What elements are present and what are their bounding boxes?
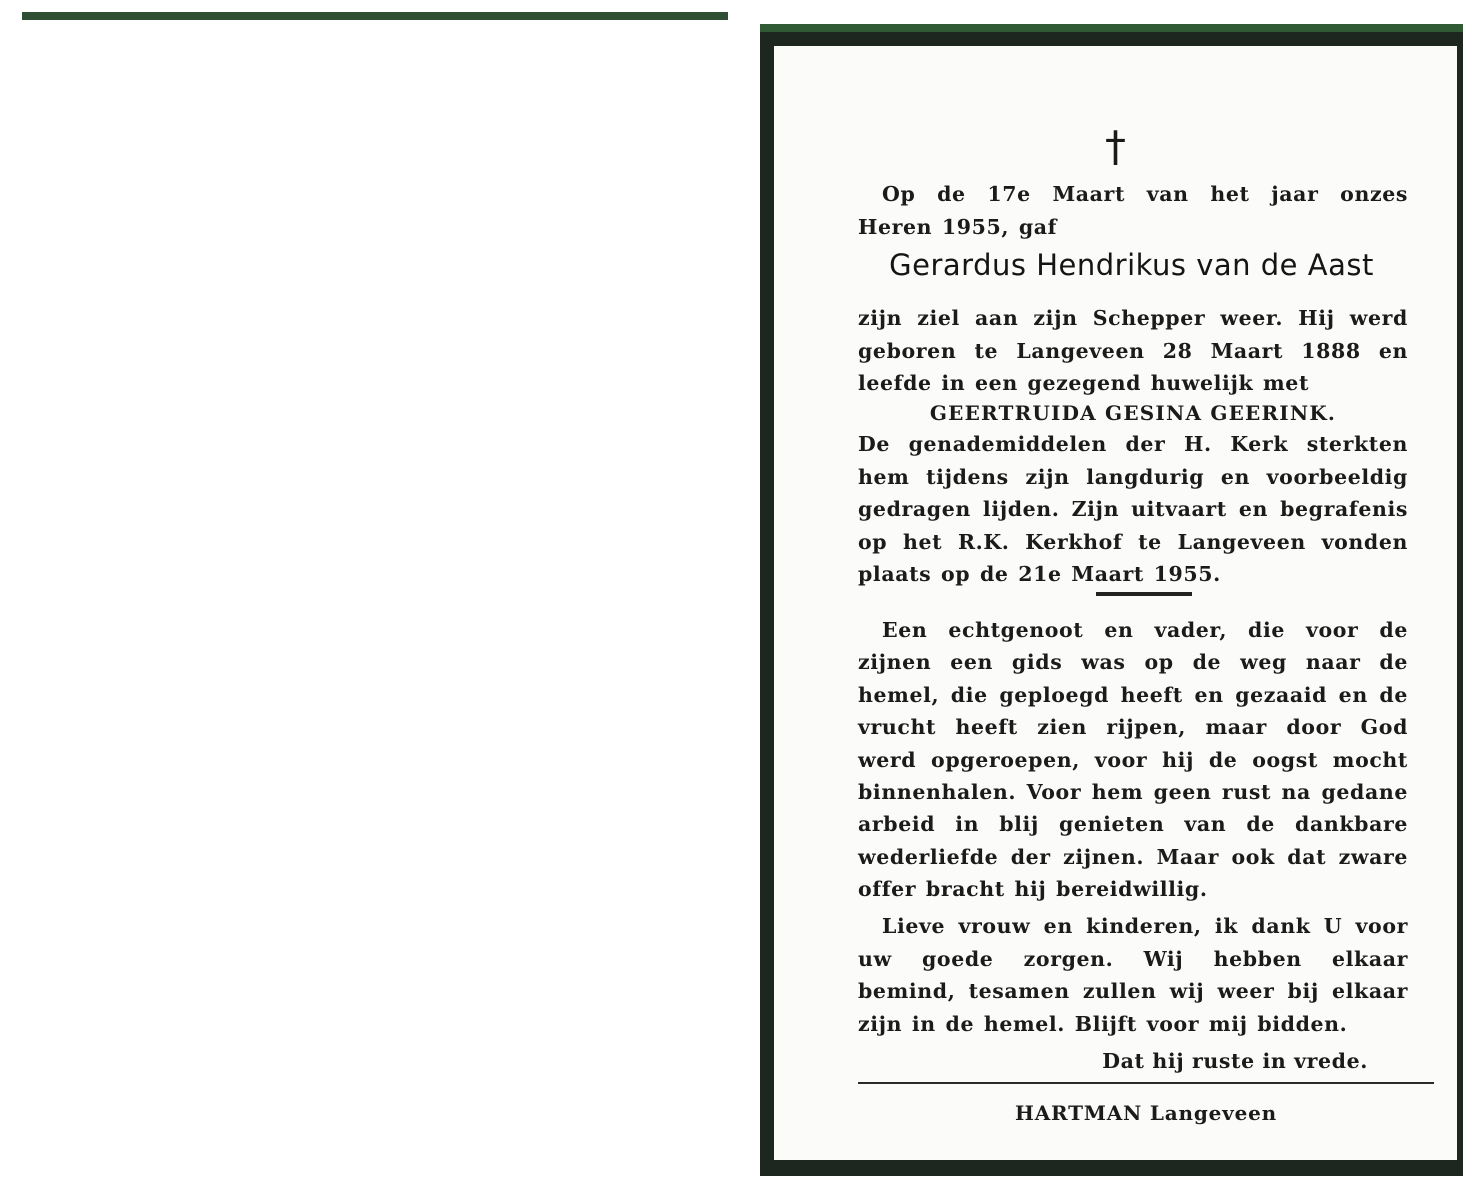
farewell-text: Lieve vrouw en kinderen, ik dank U voor uw goede zorgen. Wij hebben elkaar bemind, tesamen zullen wij weer bij elkaar zijn in de hemel. Blijft voor mij bidden. <box>858 914 1408 1036</box>
divider-long <box>858 1082 1434 1084</box>
opening-text: Op de 17e Maart van het jaar onzes Heren 1955, gaf <box>858 182 1408 239</box>
tribute-text: Een echtgenoot en vader, die voor de zijnen een gids was op de weg naar de hemel, die geploegd heeft en gezaaid en de vrucht heeft zien rijpen, maar door God werd opgeroepen, voor hij de oogst mocht binnenhalen. Voor hem geen rust na gedane arbeid in blij genieten van de dankbare wederliefde der zijnen. Maar ook dat zware offer bracht hij bereidwillig. <box>858 618 1408 902</box>
memorial-card-frame <box>760 24 1463 1176</box>
cross-icon: † <box>1105 122 1126 171</box>
blank-left-page <box>22 12 728 1162</box>
deceased-name: Gerardus Hendrikus van de Aast <box>889 248 1374 282</box>
printer-credit: HARTMAN Langeveen <box>1015 1101 1277 1125</box>
death-text: De genademiddelen der H. Kerk sterkten hem tijdens zijn langdurig en voorbeeldig gedragen lijden. Zijn uitvaart en begrafenis op het R.K. Kerkhof te Langeveen vonden plaats op de 21e Maart 1955. <box>858 432 1408 586</box>
life-text: zijn ziel aan zijn Schepper weer. Hij werd geboren te Langeveen 28 Maart 1888 en leefde in een gezegend huwelijk met <box>858 306 1408 395</box>
divider-short <box>1096 592 1192 596</box>
memorial-card-page <box>774 46 1457 1160</box>
closing-text: Dat hij ruste in vrede. <box>1102 1049 1368 1073</box>
spouse-name: GEERTRUIDA GESINA GEERINK. <box>929 401 1337 425</box>
